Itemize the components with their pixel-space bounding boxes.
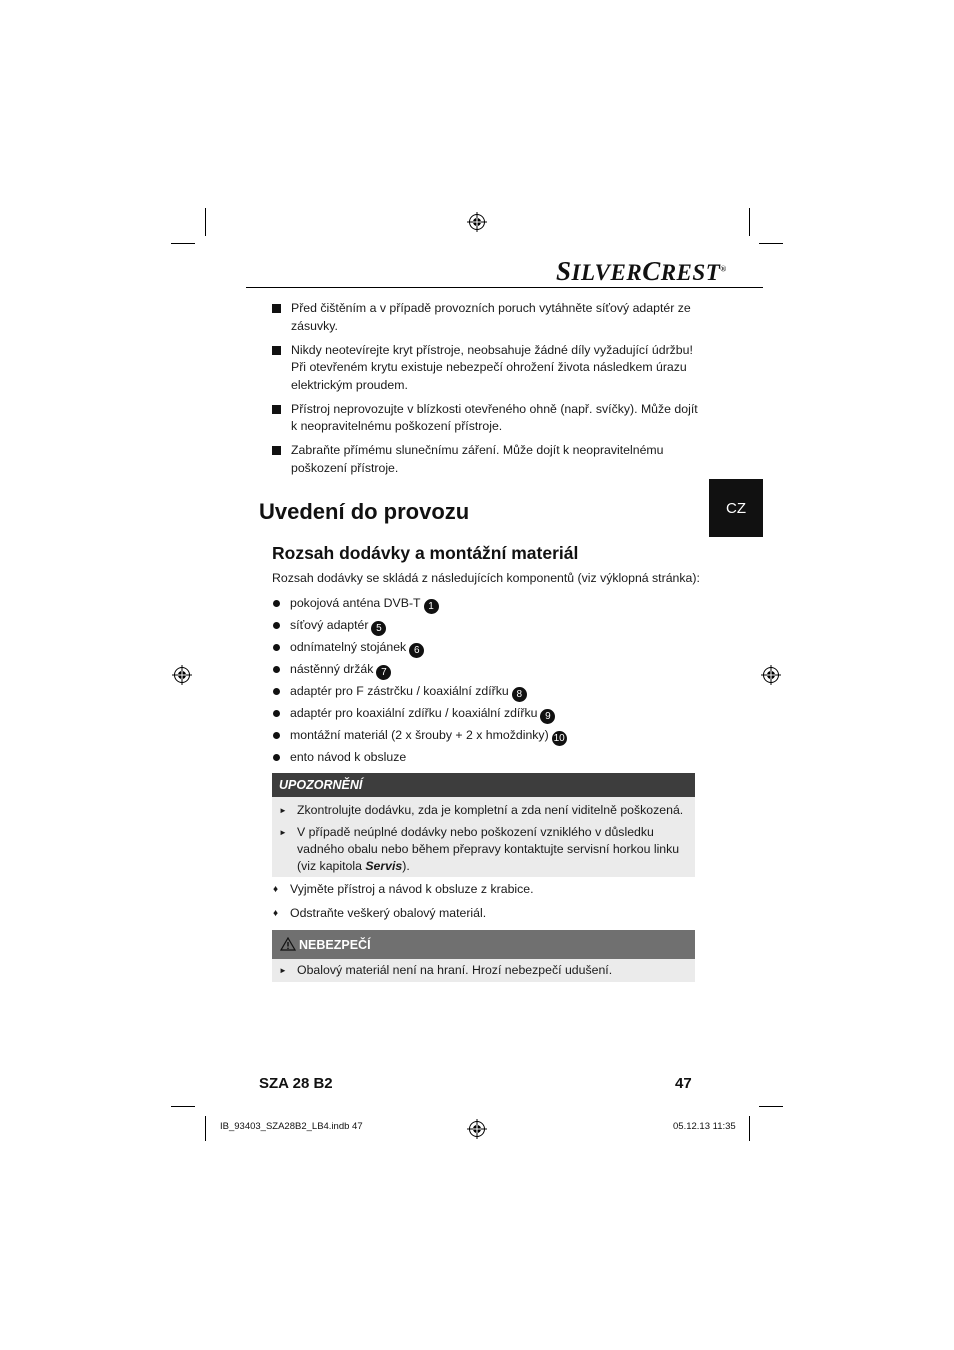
notice-item: ► V případě neúplné dodávky nebo poškození vzniklého v důsledku vadného obalu nebo během přepravy kontaktujte servisní horkou linku (viz kapitola Servis).: [272, 824, 689, 875]
part-number-badge: 7: [376, 665, 391, 680]
list-item: montážní materiál (2 x šrouby + 2 x hmoždinky) 10: [272, 726, 567, 748]
slug-date: 05.12.13 11:35: [673, 1121, 736, 1132]
part-number-badge: 1: [424, 599, 439, 614]
page-number: 47: [675, 1075, 692, 1092]
list-item: ento návod k obsluze: [272, 748, 567, 770]
subsection-title: Rozsah dodávky a montážní materiál: [272, 543, 579, 563]
crop-mark: [759, 243, 783, 244]
danger-box: [272, 930, 695, 982]
notice-item: ► Zkontrolujte dodávku, zda je kompletní a zda není viditelně poškozená.: [272, 802, 689, 819]
header-rule: [246, 287, 763, 288]
steps-list: [272, 881, 534, 929]
list-item: Zabraňte přímému slunečnímu záření. Může dojít k neopravitelnému poškození přístroje.: [272, 442, 702, 477]
delivery-list: [272, 594, 567, 770]
list-item: Přístroj neprovozujte v blízkosti otevřeného ohně (např. svíčky). Může dojít k neopravitelnému poškození přístroje.: [272, 401, 702, 436]
slug-file: IB_93403_SZA28B2_LB4.indb 47: [220, 1121, 363, 1132]
list-item: odnímatelný stojánek 6: [272, 638, 567, 660]
brand-logo: SILVERCREST®: [556, 256, 727, 286]
crop-mark: [205, 208, 206, 236]
crop-mark: [749, 208, 750, 236]
list-item: Před čištěním a v případě provozních poruch vytáhněte síťový adaptér ze zásuvky.: [272, 300, 702, 335]
list-item: adaptér pro F zástrčku / koaxiální zdířku 8: [272, 682, 567, 704]
crop-mark: [171, 243, 195, 244]
step-item: ♦ Odstraňte veškerý obalový materiál.: [272, 905, 534, 929]
section-title: Uvedení do provozu: [259, 499, 470, 524]
registration-mark-icon: [467, 1119, 487, 1139]
crop-mark: [205, 1116, 206, 1141]
notice-box: [272, 773, 695, 877]
registration-mark-icon: [172, 665, 192, 685]
part-number-badge: 9: [540, 709, 555, 724]
crop-mark: [749, 1116, 750, 1141]
intro-text: Rozsah dodávky se skládá z následujících komponentů (viz výklopná stránka):: [272, 571, 700, 585]
step-item: ♦ Vyjměte přístroj a návod k obsluze z krabice.: [272, 881, 534, 905]
registration-mark-icon: [761, 665, 781, 685]
list-item: síťový adaptér 5: [272, 616, 567, 638]
part-number-badge: 8: [512, 687, 527, 702]
part-number-badge: 10: [553, 733, 565, 744]
list-item: nástěnný držák 7: [272, 660, 567, 682]
notice-title: UPOZORNĚNÍ: [272, 773, 695, 797]
part-number-badge: 6: [409, 643, 424, 658]
crop-mark: [171, 1106, 195, 1107]
warning-triangle-icon: [280, 937, 296, 951]
part-number-badge: 5: [371, 621, 386, 636]
registration-mark-icon: [467, 212, 487, 232]
crop-mark: [759, 1106, 783, 1107]
model-number: SZA 28 B2: [259, 1075, 333, 1092]
danger-header: [272, 930, 695, 959]
danger-title: NEBEZPEČÍ: [299, 938, 371, 952]
list-item: Nikdy neotevírejte kryt přístroje, neobsahuje žádné díly vyžadující údržbu! Při otevřeném krytu existuje nebezpečí ohrožení života následkem úrazu elektrickým proudem.: [272, 342, 702, 395]
safety-list: [272, 300, 702, 484]
danger-item: ► Obalový materiál není na hraní. Hrozí nebezpečí udušení.: [272, 962, 695, 979]
language-tab: CZ: [709, 479, 763, 537]
list-item: pokojová anténa DVB-T 1: [272, 594, 567, 616]
list-item: adaptér pro koaxiální zdířku / koaxiální zdířku 9: [272, 704, 567, 726]
